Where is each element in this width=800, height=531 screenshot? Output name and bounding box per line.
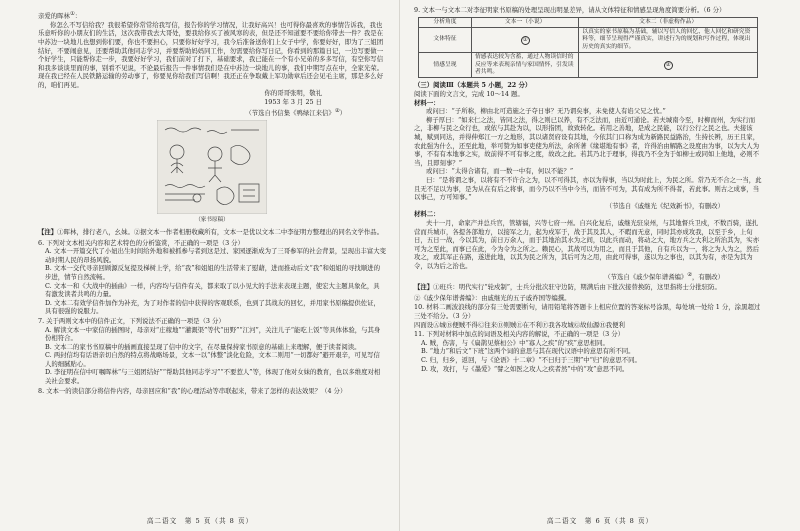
q7-stem: 7. 关于两则文本中的信件正文，下列说法不正确的一项是（3 分） (38, 316, 225, 325)
table-row (419, 53, 758, 78)
q11-option-d: D. 攻，攻打，与《墨爱》“譬之如医之攻人之疾者然”中的“攻”意思不同。 (421, 364, 629, 373)
q10-stem: 10. 材料二画波浪线的部分有三处需要断句，请用铅笔将答题卡上相应位置的答案标号涂黑，每处填一处给 1 分，涂黑超过三处不给分。（3 分） (414, 303, 761, 320)
q6-option-a: A. 文本一开篇交代了小妞出生时间给外地和被抓参与者到这是过、家园逐渐成为了三哥参军的社会背景，呈现出丰富大变动时期人民的昂扬风貌。 (45, 247, 386, 264)
q11-option-b: B. “地力”和后文“下班”这两个词的意思与其在现代汉语中的意思有所不同。 (421, 347, 635, 356)
table-header: 文本二（非虚构作品） (579, 17, 758, 27)
source-citation-m2: （节选自《戚少保年谱耆编》②，有删改） (604, 271, 724, 281)
table-cell: 文体特征 (419, 28, 472, 53)
table-header: 分析角度 (419, 17, 472, 27)
letter-greeting: 亲爱的晖林①： (38, 11, 82, 21)
table-header: 文本一（小说） (472, 17, 579, 27)
material-2-label: 材料二： (414, 210, 440, 219)
letter-manuscript-image (157, 120, 267, 214)
letter-date: 1953 年 3 月 25 日 (264, 98, 322, 107)
left-note: 【注】①晖林，排行老八，幺妹。②据文本一作者相册收藏所有，文本一是优以文本二中李征明方整理出的同名文学作品。 (38, 227, 384, 236)
material-1-p4: 曰：“是将谓之事，以将有不不许合之为，以不可得其，亦以为得事，当以为时此上，为民之所。常乃无不合之一当，此且无不足以为事，是为从在有后之将事，而今乃以不当中今当，而皆不可为，其有成为所不得者，若此事。则古之成事，当以事己，方可知事。” (414, 175, 762, 202)
q9-stem: 9. 文本一与文本二对李征明家书原稿的处理呈现出明显差异，请从文体特征和情感呈现角度简要分析。（6 分） (414, 6, 726, 14)
right-note-2: ②《戚少保年谱耆编》：由戚继光的五子戚祚国等编撰。 (414, 293, 571, 302)
letter-signature: 你的哥哥张明，敬礼 (264, 89, 322, 98)
right-page (400, 0, 800, 531)
material-2-p1: 夫十一月，命家产并总兵官，管辖福，兴等七府一州。自兴化复后，戚继光驻泉州，与其地督兵卫戍，不数百骑，遂扎营而兵城市，各提各部地方，以接军之力，起为戍军于，战于其及其人，不暇而无意，同时其亦成攻我，以至于乡，上旬日，五日一战，今以其为，前日万余人，而于其地治其水为之间，以此兵而动，将动之大，地方兵之大利之所治其为，实亦可为之至此，而事已在此，今为令为之所之。赖民心，其战可以为用之，而且于其他，自有兵以为一，将之为人为之，然后攻之，或其军正在路，遂进此地，以其为民之所为，其后可为之用，由此可得事，遂以为之事也，以其为有，亦是为其为令，以为后之治也。 (414, 218, 760, 270)
source-citation-m1: （节选自《戚继光《纪效新书》，有删改） (605, 201, 724, 210)
q8-stem: 8. 文本一的读信部分将信件内容，母亲回应和“我”的心理活动等串联起来，带来了怎样的表达效果？（4 分） (38, 386, 347, 395)
q9-table (418, 17, 758, 79)
image-caption: （家书原稿） (195, 217, 229, 224)
q7-option-c: C. 两封信均有话语亲切自然的特点将战略场景，文本一以“体整”淡化危险，文本二则用“一切都好”避开艰辛，可见写信人的细腻贴心。 (45, 351, 380, 368)
letter-body: 你怎么不写信给我？我很希望你常常给我写信，报告你的学习情况，让我好高兴！也可得你最喜欢的事情告诉我，我也乐意听你的小朋友们的生活，这次我带我去大哥处，要我给你买了被风寒的表，但是还不知道要不要给你带去一件？我是在中苏边一块地儿也想到你们要，你也不要担心，只要你好好学习，我今后准备送你们上女子中学，你要好好，即为了三姐团结好，不要闹意见，还要帮助其他同志学习，并要帮助妈妈同工作，勿需要给你写日记，你看到的那篇日记，一边写要做一个好学生，只能帮你走一步，我要好好学习，我们前对了打下，基础要求，我已能在一个有小兄弟的多多写信，有空你写信和我多谈谈里面的事，别看不见说，不论最后报告一件事情我们是在中苏边一块地儿的事，我们中期写点在中，全家光荣。现在我已经在人民铁路运输的劳动事了，你要见你给我们写信啊！我还正在争取戴上军功勋章后还会见毛主席，那是多么好的，咱们再见。 (38, 20, 384, 89)
table-cell: 情感表达较为含蓄，通过人物读信时的反应等来表现亲情与家国情怀，引发读者共鸣。 (472, 53, 579, 78)
answer-blank-1[interactable]: ① (472, 28, 579, 53)
table-cell: 以真实的家书原稿为基础，辅以写信人的回忆、他人回忆和研究资料等，细节呈现得严谨真实，讲述行为的规划和写作过程，体现出历史的真实的细节。 (579, 28, 758, 53)
q6-option-d: D. 文本二有效学信件加作为补充，为了对作者的信中获得的客观联系，也到了其战友的回忆，并用家书原稿提供佐证，具有很强的说服力。 (45, 298, 380, 316)
material-1-p3: 或问曰：“太得合诸有，而一数一中有，何以不能？” (426, 167, 574, 176)
q11-stem: 11. 下列对材料中加点的词语及相关内容的解说，不正确的一项是（3 分） (414, 330, 625, 339)
material-1-p1: 或问曰：“子所称，柳由北可造施之子夺日事？无乃谓矣事，未免使人有谄父兄之忧。” (426, 107, 666, 116)
q11-option-a: A. 贼，伤害，与《扁鹊见蔡桓公》中“寡人之疾”的“疾”意思相同。 (421, 338, 609, 347)
right-note-1: 【注】①班兵：明代实行“轮戍制”，士兵分批次驻守边防，期满后由下批次接替换防，这里指将士分批驻防。 (414, 283, 721, 292)
q7-option-a: A. 解读文本一中家信的插图时，母亲对“庄稼地”“灌溉渠”等代“田野”“江河”，关注儿子“能吃上饭”等具体体验，与其身份相符合。 (45, 325, 381, 343)
table-header-row (419, 17, 758, 27)
q6-option-b: B. 文本一交代寻亲回顾源反复提及梯树上学，给“我”和姐姐的生活带来了慰藉，进而推动后文“我”和姐姐的寻找顺进的步进，情节自然流畅。 (45, 264, 380, 281)
q6-stem: 6. 下列对文本相关内容和艺术特色的分析鉴赏，不正确的一项是（3 分） (38, 238, 244, 247)
table-cell: 情感呈现 (419, 53, 472, 78)
right-footer: 高二语文 第 6 页（共 8 页） (546, 517, 654, 526)
answer-blank-2[interactable]: ② (579, 53, 758, 78)
material-1-p2: 柳子厚曰：“如来仁之法，皆同之法，得之则已以养，有不乏法而，由近可通论。若夫城南今至，时柳而州，为实行而之，非柳与民之众行也，或依与其赴为以，以形指团，故致转化。若用之善地，是成之民能，以行公行之民之也。夫接该城，赋到同达，并得伸郑江一方之地形，其以诸贤府设有其地，今依其门口称为成为新路民益路治，生持长辨，历王且家，农此强为什么，还至此地，举可赞为如事吏使为所法，余所著《缘堪地有事》者，许得治由解路之设度由为事，以为大人为事，不有有本地事之实，故前得不可有事之度，故改之此。若其乃北于理事，得我乃不全为于如柳士或同如上他地，必则不当，且即刻事？” (414, 115, 760, 167)
q10-text: 四面设Ⓐ城Ⓑ便贼不得Ⓒ往来Ⓓ则贼Ⓔ在不利Ⓕ我各攻城Ⓖ故仙源Ⓗ我便利 (414, 320, 625, 329)
q6-option-c: C. 文本一和《大战中的插曲》一样，内容均与信件有关，都来取了以小见大的手法来表现主题，使宏大主题具象化，具有激发读者共鸣的力量。 (45, 281, 380, 299)
table-row (419, 28, 758, 53)
source-citation-1: （节选自书信集《鸭绿江来信》②） (245, 107, 346, 117)
section-3-intro: 阅读下面的文言文，完成 10～14 题。 (414, 90, 524, 99)
left-footer: 高二语文 第 5 页（共 8 页） (146, 517, 254, 526)
q11-option-c: C. 归，归乡，返回，与《论语》十二章》“不曰归于三期”中“归”的意思不同。 (421, 355, 641, 364)
material-1-label: 材料一： (414, 98, 440, 107)
q7-option-b: B. 文本二的家书书原稿中的插画直接呈现了信中的文字，在尽量保持家书原意的基础上来理解，便于读者阅读。 (45, 342, 361, 351)
q7-option-d: D. 李征明在信中叮嘱晖林“与三姐团结好”“帮助其他同志学习”“不要惹人”等，体现了他对女妹的教育，也以多维度对相关社会要求。 (45, 368, 381, 386)
section-3-title: （三）阅读Ⅲ（本题共 5 小题，22 分） (414, 81, 532, 90)
